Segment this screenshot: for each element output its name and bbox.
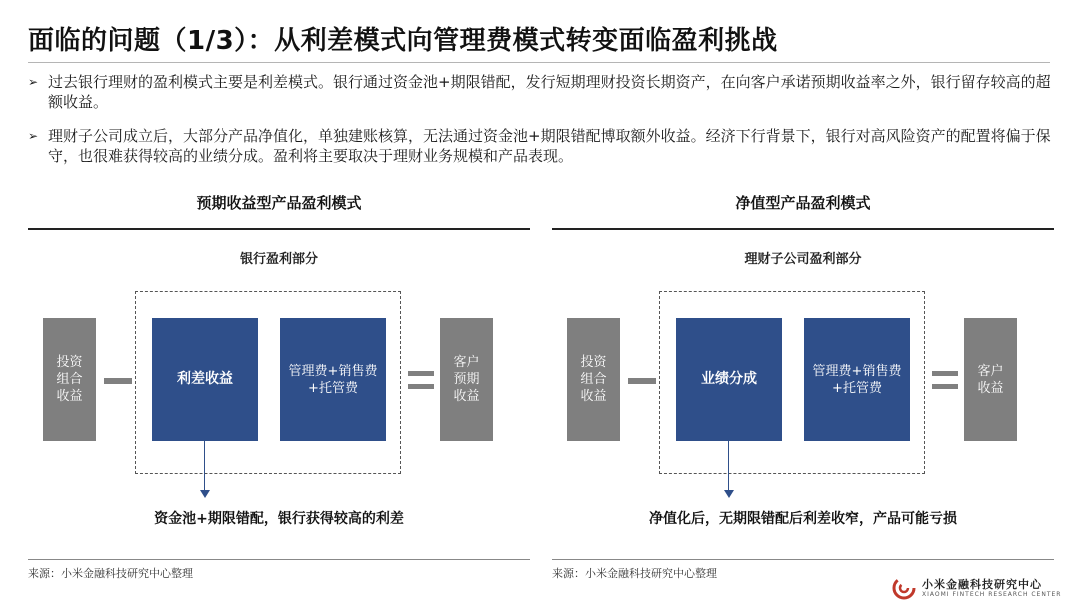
fees-box (804, 318, 910, 441)
box-label: 管理费+销售费+托管费 (812, 363, 902, 396)
page-title: 面临的问题（1/3）：从利差模式向管理费模式转变面临盈利挑战 (28, 26, 778, 56)
arrow-down-icon (200, 490, 210, 498)
swirl-logo-icon (892, 576, 916, 600)
customer-return-box (964, 318, 1017, 441)
source-note: 来源：小米金融科技研究中心整理 (28, 567, 193, 580)
bullet-text: 理财子公司成立后，大部分产品净值化，单独建账核算，无法通过资金池+期限错配博取额外收益。经济下行背景下，银行对高风险资产的配置将偏于保守，也很难获得较高的业绩分成。盈利将主要取决于理财业务规模和产品表现。 (48, 127, 1051, 165)
expected-return-model-panel (28, 188, 530, 588)
box-label: 客户预期收益 (453, 355, 480, 404)
equals-sign (932, 371, 958, 391)
logo-text-cn: 小米金融科技研究中心 (922, 578, 1042, 591)
bullet-text: 过去银行理财的盈利模式主要是利差模式。银行通过资金池+期限错配，发行短期理财投资长期资产，在向客户承诺预期收益率之外，银行留存较高的超额收益。 (48, 73, 1051, 111)
arrow-down-icon (724, 490, 734, 498)
logo-text-en: XIAOMI FINTECH RESEARCH CENTER (922, 591, 1062, 598)
profit-part-label: 理财子公司盈利部分 (744, 252, 862, 267)
panel-bottom-rule (28, 559, 530, 560)
fees-box (280, 318, 386, 441)
box-label: 投资组合收益 (56, 355, 83, 404)
panel-bottom-rule (552, 559, 1054, 560)
arrow-bullet-icon: ➢ (28, 75, 39, 89)
box-label: 客户收益 (977, 363, 1004, 396)
title-divider (28, 62, 1050, 63)
box-label: 投资组合收益 (580, 355, 607, 404)
box-label: 管理费+销售费+托管费 (288, 363, 378, 396)
customer-return-box (440, 318, 493, 441)
panel-top-rule (28, 228, 530, 230)
bullet-point (28, 126, 1058, 166)
box-label: 业绩分成 (701, 371, 757, 387)
box-label: 利差收益 (177, 371, 233, 387)
research-center-logo (892, 576, 1072, 604)
arrow-bullet-icon: ➢ (28, 129, 39, 143)
bullet-point (28, 72, 1058, 112)
panel-title: 净值型产品盈利模式 (735, 194, 871, 212)
panel-title: 预期收益型产品盈利模式 (196, 194, 362, 212)
outcome-text: 净值化后，无期限错配后利差收窄，产品可能亏损 (649, 511, 957, 527)
performance-fee-box (676, 318, 782, 441)
outcome-text: 资金池+期限错配，银行获得较高的利差 (154, 511, 404, 527)
arrow-connector (728, 441, 729, 491)
profit-part-label: 银行盈利部分 (239, 252, 318, 267)
portfolio-return-box (43, 318, 96, 441)
source-note: 来源：小米金融科技研究中心整理 (552, 567, 717, 580)
minus-sign (628, 378, 656, 384)
portfolio-return-box (567, 318, 620, 441)
minus-sign (104, 378, 132, 384)
net-value-model-panel (552, 188, 1054, 588)
spread-income-box (152, 318, 258, 441)
equals-sign (408, 371, 434, 391)
arrow-connector (204, 441, 205, 491)
panel-top-rule (552, 228, 1054, 230)
